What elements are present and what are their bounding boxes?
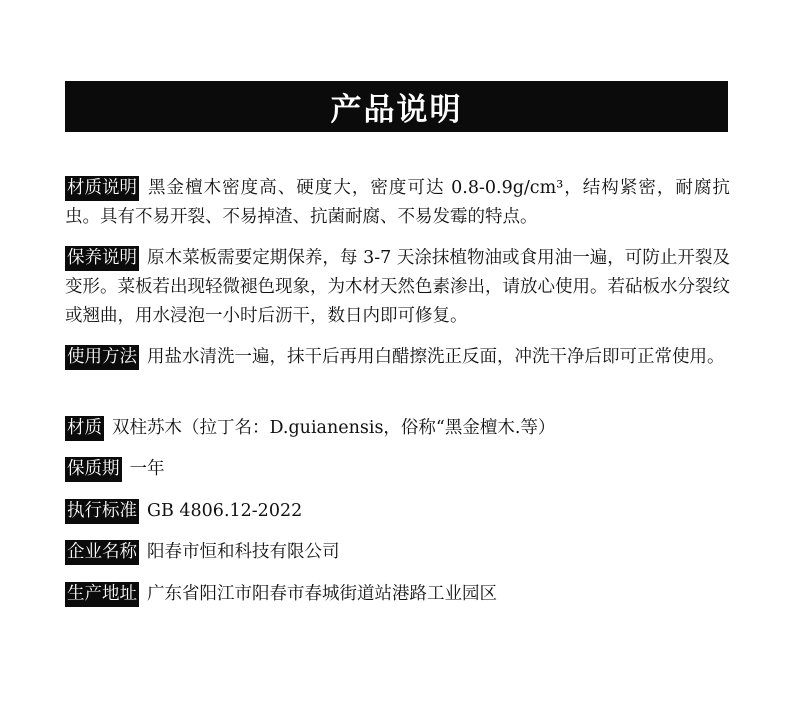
page-title: 产品说明	[330, 92, 463, 128]
section-text: 双柱苏木（拉丁名：D.guianensis，俗称“黑金檀木.等）	[112, 418, 556, 438]
section-label: 使用方法	[65, 345, 139, 370]
section-text: 一年	[129, 459, 165, 479]
section-text: GB 4806.12-2022	[147, 501, 303, 521]
section-label: 保养说明	[65, 246, 139, 271]
section-material-description	[65, 174, 730, 232]
section-text: 用盐水清洗一遍，抹干后再用白醋擦洗正反面，冲洗干净后即可正常使用。	[147, 347, 725, 367]
section-text: 原木菜板需要定期保养，每 3-7 天涂抹植物油或食用油一遍，可防止开裂及变形。菜板若出现轻微褪色现象，为木材天然色素渗出，请放心使用。若砧板水分裂纹或翘曲，用水浸泡一小时后沥干，数日内即可修复。	[65, 248, 730, 326]
section-company	[65, 538, 730, 567]
section-shelf-life	[65, 455, 730, 484]
section-standard	[65, 497, 730, 526]
section-label: 保质期	[65, 457, 122, 482]
section-label: 材质	[65, 416, 104, 441]
title-banner	[65, 81, 728, 132]
section-address	[65, 580, 730, 609]
section-label: 执行标准	[65, 499, 139, 524]
section-usage	[65, 343, 730, 372]
section-text: 阳春市恒和科技有限公司	[147, 542, 340, 562]
section-label: 企业名称	[65, 540, 139, 565]
section-material	[65, 414, 730, 443]
section-maintenance	[65, 244, 730, 331]
section-text: 广东省阳江市阳春市春城街道站港路工业园区	[147, 584, 497, 604]
section-text: 黑金檀木密度高、硬度大，密度可达 0.8-0.9g/cm³，结构紧密，耐腐抗虫。具有不易开裂、不易掉渣、抗菌耐腐、不易发霉的特点。	[65, 178, 730, 227]
section-label: 生产地址	[65, 582, 139, 607]
section-label: 材质说明	[65, 176, 139, 201]
